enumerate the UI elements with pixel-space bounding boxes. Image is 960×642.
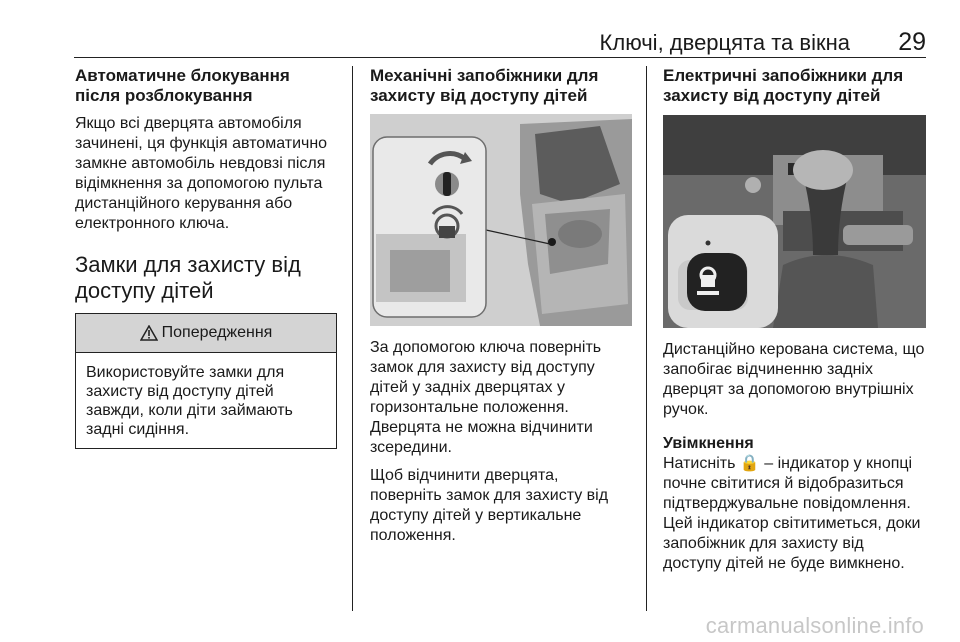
column-divider	[646, 66, 647, 611]
warning-title: Попередження	[161, 324, 273, 341]
mechanical-lock-p1: За допомогою ключа поверніть замок для захисту від доступу дітей у задніх дверцятах у горизонтальне положення. Дверцята не можна відчинити зсередини.	[370, 339, 602, 456]
watermark: carmanualsonline.info	[705, 613, 924, 638]
page-header-title: Ключі, дверцята та вікна	[599, 30, 850, 55]
section-title: Автоматичне блокування після розблокування	[75, 66, 290, 105]
enable-subtitle: Увімкнення	[663, 435, 754, 452]
warning-triangle-icon	[140, 325, 158, 341]
section-text: Якщо всі дверцята автомобіля зачинені, ця функція автоматично замкне автомобіль невдовзі після відімкнення за допомогою пульта дистанційного керування або електронного ключа.	[75, 115, 328, 232]
header-rule	[74, 57, 926, 58]
column-1	[75, 66, 337, 449]
column-2	[370, 66, 632, 544]
warning-box	[75, 313, 337, 449]
electric-lock-text	[663, 340, 926, 574]
electric-lock-p1: Дистанційно керована система, що запобігає відчиненню задніх дверцят за допомогою внутрішніх ручок.	[663, 341, 925, 418]
warning-header	[76, 314, 336, 353]
column-3	[663, 66, 926, 572]
mechanical-lock-text	[370, 338, 632, 546]
page-header	[74, 26, 926, 56]
console-child-lock-button-illustration	[663, 115, 926, 328]
door-child-lock-illustration	[370, 114, 632, 326]
mechanical-lock-p2: Щоб відчинити дверцята, поверніть замок для захисту від доступу дітей у вертикальне положення.	[370, 467, 609, 544]
column-divider	[352, 66, 353, 611]
page-number: 29	[898, 28, 926, 56]
chapter-title: Замки для захисту від доступу дітей	[75, 252, 301, 303]
electric-lock-title: Електричні запобіжники для захисту від доступу дітей	[663, 66, 904, 105]
mechanical-lock-title: Механічні запобіжники для захисту від доступу дітей	[370, 66, 599, 105]
enable-text: Натисніть 🔒 – індикатор у кнопці почне світитися й відобразиться підтверджувальне повідомлення. Цей індикатор світитиметься, доки запобіжник для захисту від доступу дітей не буде вимкнено.	[663, 455, 921, 572]
warning-text: Використовуйте замки для захисту від доступу дітей завжди, коли діти займають задні сидіння.	[86, 364, 293, 438]
